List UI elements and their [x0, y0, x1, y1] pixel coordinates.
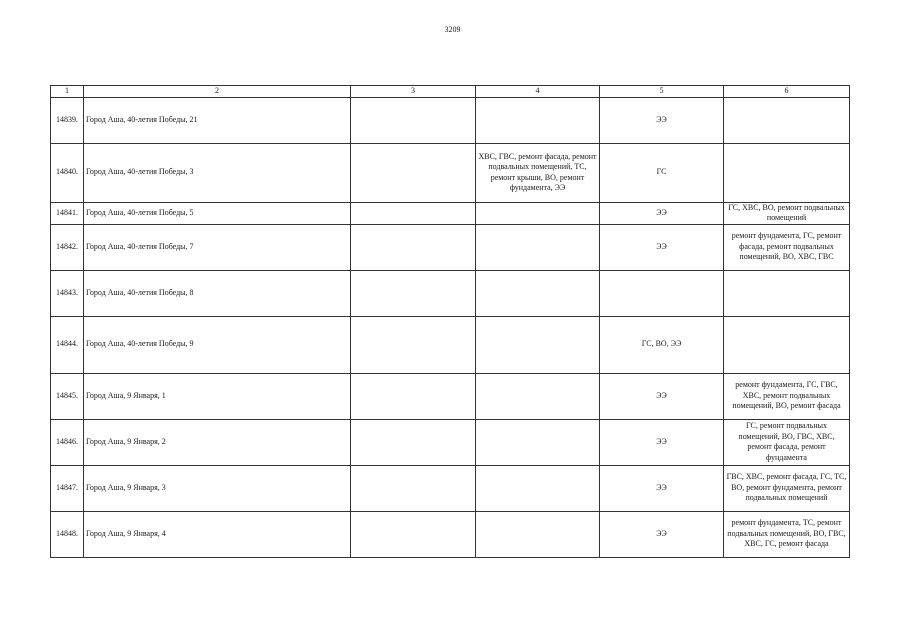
column-6-cell: ГВС, ХВС, ремонт фасада, ГС, ТС, ВО, ремонт фундамента, ремонт подвальных помещений: [724, 465, 850, 511]
column-header-5: 5: [600, 86, 724, 98]
column-4-cell: [476, 419, 600, 465]
address-cell: Город Аша, 40-летия Победы, 7: [84, 224, 351, 270]
row-number: 14843.: [51, 270, 84, 316]
column-3-cell: [351, 97, 476, 143]
table-row: [51, 143, 850, 202]
column-4-cell: [476, 224, 600, 270]
address-cell: Город Аша, 40-летия Победы, 8: [84, 270, 351, 316]
row-number: 14841.: [51, 202, 84, 224]
column-5-cell: ЭЭ: [600, 511, 724, 557]
column-header-2: 2: [84, 86, 351, 98]
column-3-cell: [351, 224, 476, 270]
column-6-cell: [724, 270, 850, 316]
column-6-cell: [724, 97, 850, 143]
column-3-cell: [351, 465, 476, 511]
column-6-cell: ремонт фундамента, ГС, ремонт фасада, ремонт подвальных помещений, ВО, ХВС, ГВС: [724, 224, 850, 270]
column-3-cell: [351, 202, 476, 224]
column-3-cell: [351, 373, 476, 419]
column-6-cell: ремонт фундамента, ТС, ремонт подвальных помещений, ВО, ГВС, ХВС, ГС, ремонт фасада: [724, 511, 850, 557]
column-5-cell: ЭЭ: [600, 202, 724, 224]
address-cell: Город Аша, 40-летия Победы, 3: [84, 143, 351, 202]
column-6-cell: ремонт фундамента, ГС, ГВС, ХВС, ремонт подвальных помещений, ВО, ремонт фасада: [724, 373, 850, 419]
column-6-cell: [724, 143, 850, 202]
row-number: 14848.: [51, 511, 84, 557]
row-number: 14839.: [51, 97, 84, 143]
table-row: [51, 270, 850, 316]
column-5-cell: ЭЭ: [600, 465, 724, 511]
column-3-cell: [351, 419, 476, 465]
column-3-cell: [351, 270, 476, 316]
column-5-cell: ГС: [600, 143, 724, 202]
table-row: [51, 465, 850, 511]
column-4-cell: ХВС, ГВС, ремонт фасада, ремонт подвальных помещений, ТС, ремонт крыши, ВО, ремонт фундамента, ЭЭ: [476, 143, 600, 202]
table-row: [51, 97, 850, 143]
column-header-6: 6: [724, 86, 850, 98]
column-4-cell: [476, 465, 600, 511]
column-5-cell: ГС, ВО, ЭЭ: [600, 316, 724, 373]
row-number: 14845.: [51, 373, 84, 419]
column-6-cell: ГС, ХВС, ВО, ремонт подвальных помещений: [724, 202, 850, 224]
column-4-cell: [476, 316, 600, 373]
column-3-cell: [351, 143, 476, 202]
column-6-cell: ГС, ремонт подвальных помещений, ВО, ГВС, ХВС, ремонт фасада, ремонт фундамента: [724, 419, 850, 465]
column-4-cell: [476, 97, 600, 143]
address-cell: Город Аша, 9 Января, 2: [84, 419, 351, 465]
table-row: [51, 202, 850, 224]
registry-table: [50, 85, 850, 558]
table-row: [51, 419, 850, 465]
column-3-cell: [351, 511, 476, 557]
row-number: 14842.: [51, 224, 84, 270]
column-4-cell: [476, 202, 600, 224]
header-row: [51, 86, 850, 98]
column-5-cell: ЭЭ: [600, 419, 724, 465]
column-4-cell: [476, 511, 600, 557]
column-5-cell: [600, 270, 724, 316]
column-3-cell: [351, 316, 476, 373]
column-4-cell: [476, 373, 600, 419]
address-cell: Город Аша, 9 Января, 3: [84, 465, 351, 511]
address-cell: Город Аша, 9 Января, 4: [84, 511, 351, 557]
row-number: 14846.: [51, 419, 84, 465]
column-header-1: 1: [51, 86, 84, 98]
column-6-cell: [724, 316, 850, 373]
address-cell: Город Аша, 40-летия Победы, 21: [84, 97, 351, 143]
row-number: 14844.: [51, 316, 84, 373]
column-4-cell: [476, 270, 600, 316]
column-header-4: 4: [476, 86, 600, 98]
column-header-3: 3: [351, 86, 476, 98]
address-cell: Город Аша, 40-летия Победы, 5: [84, 202, 351, 224]
address-cell: Город Аша, 40-летия Победы, 9: [84, 316, 351, 373]
page-number: 3209: [444, 25, 461, 34]
row-number: 14840.: [51, 143, 84, 202]
column-5-cell: ЭЭ: [600, 97, 724, 143]
row-number: 14847.: [51, 465, 84, 511]
table-row: [51, 316, 850, 373]
table-row: [51, 373, 850, 419]
table-row: [51, 511, 850, 557]
address-cell: Город Аша, 9 Января, 1: [84, 373, 351, 419]
column-5-cell: ЭЭ: [600, 373, 724, 419]
table-row: [51, 224, 850, 270]
column-5-cell: ЭЭ: [600, 224, 724, 270]
